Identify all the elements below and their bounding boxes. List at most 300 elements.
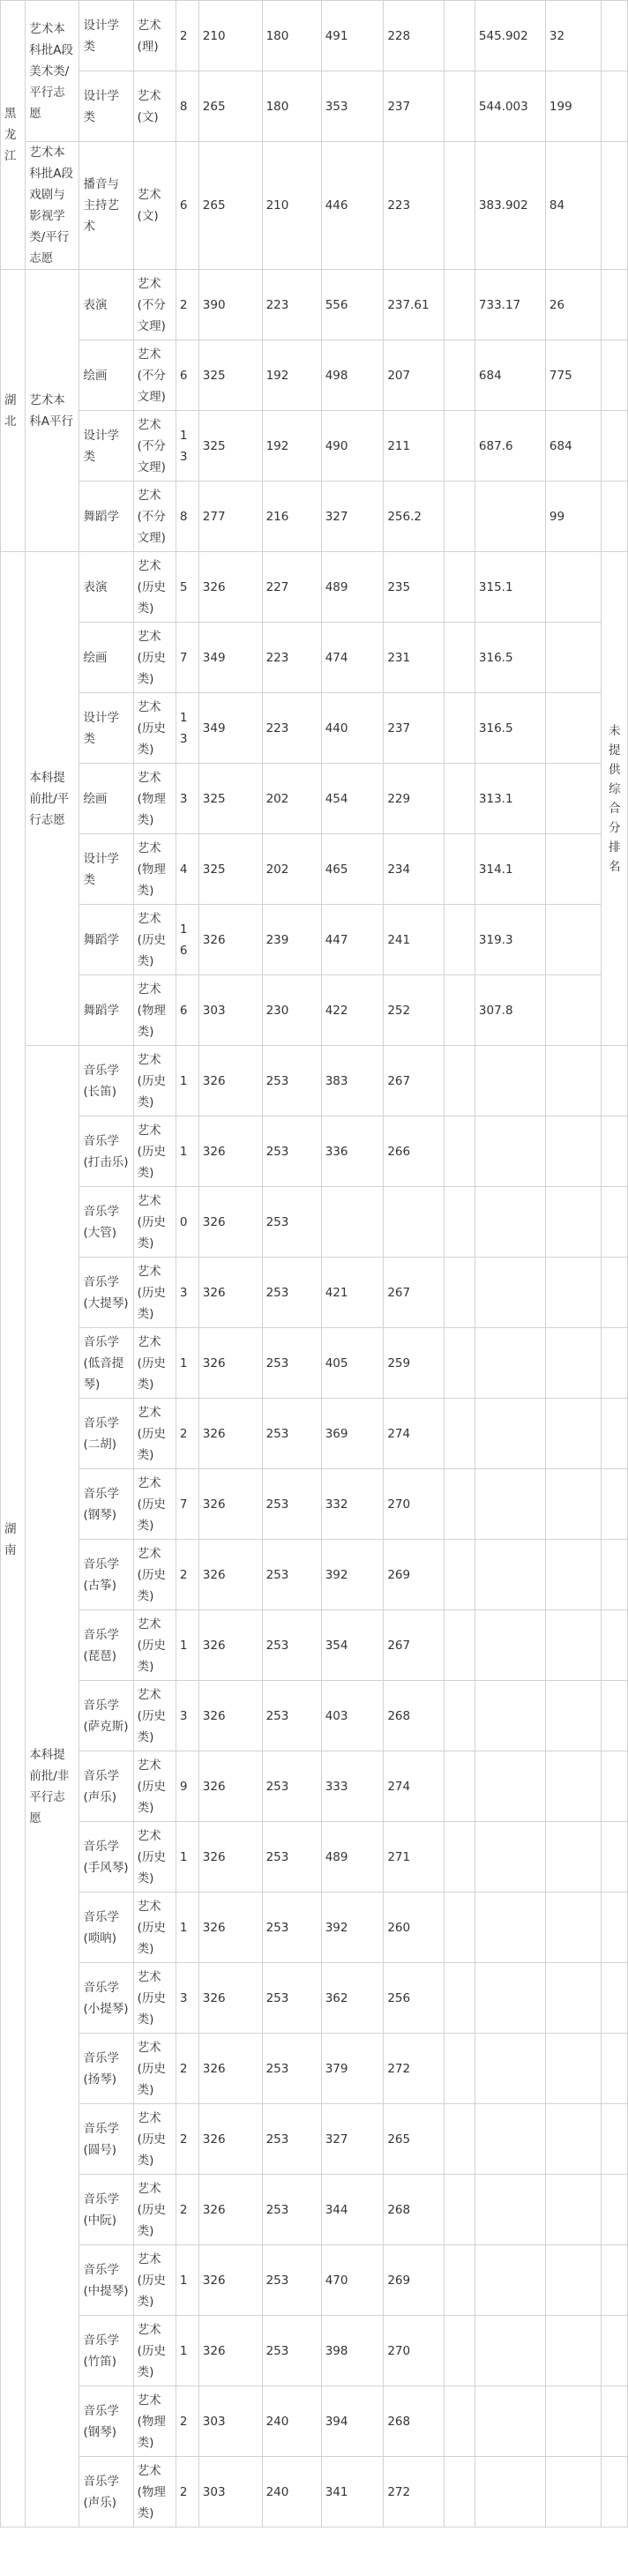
table-cell: 播音与主持艺术 — [79, 142, 133, 270]
table-cell: 398 — [321, 2316, 384, 2386]
table-cell — [545, 2175, 602, 2245]
table-cell: 3 — [176, 1963, 198, 2034]
table-cell — [545, 1893, 602, 1963]
table-cell: 音乐学(钢琴) — [79, 1469, 133, 1540]
table-cell: 设计学类 — [79, 411, 133, 482]
table-cell: 223 — [262, 270, 321, 340]
table-cell: 353 — [321, 71, 384, 142]
table-cell: 1 — [176, 2245, 198, 2316]
table-cell: 325 — [198, 411, 262, 482]
table-cell — [444, 1258, 475, 1328]
table-cell — [444, 1187, 475, 1258]
table-cell: 音乐学(低音提琴) — [79, 1328, 133, 1399]
table-cell — [545, 2245, 602, 2316]
table-cell: 316.5 — [475, 693, 545, 764]
table-cell — [475, 1893, 545, 1963]
table-cell: 272 — [384, 2034, 444, 2104]
table-cell — [444, 1893, 475, 1963]
table-cell: 音乐学(大管) — [79, 1187, 133, 1258]
table-cell: 1 — [176, 2316, 198, 2386]
table-cell: 本科提前批/非平行志愿 — [26, 1046, 79, 2527]
table-cell: 舞蹈学 — [79, 975, 133, 1046]
table-cell: 音乐学(钢琴) — [79, 2386, 133, 2457]
table-cell: 5 — [176, 552, 198, 623]
table-cell: 202 — [262, 834, 321, 905]
table-cell: 艺术(历史类) — [133, 623, 176, 693]
table-row — [1, 764, 628, 834]
table-cell: 1 — [176, 1893, 198, 1963]
table-cell — [602, 1681, 628, 1751]
table-cell: 1 — [176, 1046, 198, 1116]
table-cell: 332 — [321, 1469, 384, 1540]
table-cell — [602, 1046, 628, 1116]
table-cell: 325 — [198, 340, 262, 411]
table-cell: 设计学类 — [79, 693, 133, 764]
table-cell: 237 — [384, 693, 444, 764]
table-cell: 274 — [384, 1399, 444, 1469]
table-cell — [475, 2457, 545, 2527]
table-cell: 327 — [321, 2104, 384, 2175]
table-cell: 210 — [198, 1, 262, 71]
table-cell — [545, 693, 602, 764]
table-cell: 艺术(历史类) — [133, 905, 176, 975]
table-cell: 艺术本科批A段戏剧与影视学类/平行志愿 — [26, 142, 79, 270]
table-cell: 446 — [321, 142, 384, 270]
table-cell: 272 — [384, 2457, 444, 2527]
table-cell — [545, 552, 602, 623]
table-cell — [602, 1116, 628, 1187]
table-cell — [545, 1187, 602, 1258]
table-cell: 舞蹈学 — [79, 482, 133, 552]
table-cell: 1 — [176, 1610, 198, 1681]
note-cell: 未提供综合分排名 — [602, 552, 628, 1046]
table-cell — [545, 1822, 602, 1893]
table-cell: 314.1 — [475, 834, 545, 905]
table-cell: 259 — [384, 1328, 444, 1399]
table-cell: 艺术(历史类) — [133, 2104, 176, 2175]
table-cell: 326 — [198, 1046, 262, 1116]
table-cell — [545, 1116, 602, 1187]
table-row — [1, 2034, 628, 2104]
table-cell: 253 — [262, 2316, 321, 2386]
table-cell: 235 — [384, 552, 444, 623]
table-cell — [545, 1469, 602, 1540]
table-cell — [475, 1328, 545, 1399]
table-cell — [545, 2104, 602, 2175]
table-cell — [444, 2034, 475, 2104]
table-cell — [475, 1469, 545, 1540]
table-cell: 绘画 — [79, 623, 133, 693]
table-row — [1, 1399, 628, 1469]
table-cell: 223 — [384, 142, 444, 270]
table-cell: 489 — [321, 1822, 384, 1893]
table-row — [1, 2386, 628, 2457]
table-cell: 音乐学(扬琴) — [79, 2034, 133, 2104]
table-row — [1, 1822, 628, 1893]
table-cell: 艺术(历史类) — [133, 1258, 176, 1328]
table-cell: 228 — [384, 1, 444, 71]
table-row — [1, 1963, 628, 2034]
table-cell — [444, 693, 475, 764]
table-cell: 艺术(历史类) — [133, 1751, 176, 1822]
table-cell — [475, 1187, 545, 1258]
table-cell: 180 — [262, 71, 321, 142]
table-cell — [602, 1258, 628, 1328]
table-cell: 489 — [321, 552, 384, 623]
table-cell — [602, 1610, 628, 1681]
table-cell: 240 — [262, 2386, 321, 2457]
table-cell: 艺术(不分文理) — [133, 411, 176, 482]
table-cell — [602, 2316, 628, 2386]
table-cell — [545, 1751, 602, 1822]
table-cell: 326 — [198, 1540, 262, 1610]
table-cell: 354 — [321, 1610, 384, 1681]
table-cell: 326 — [198, 1610, 262, 1681]
table-cell: 256.2 — [384, 482, 444, 552]
table-row — [1, 623, 628, 693]
table-cell — [475, 1046, 545, 1116]
table-cell: 84 — [545, 142, 602, 270]
table-cell: 326 — [198, 1258, 262, 1328]
table-cell — [444, 340, 475, 411]
table-cell: 艺术(不分文理) — [133, 270, 176, 340]
table-cell: 艺术(文) — [133, 142, 176, 270]
table-cell: 383.902 — [475, 142, 545, 270]
table-cell: 207 — [384, 340, 444, 411]
table-cell: 3 — [176, 1681, 198, 1751]
table-cell: 2 — [176, 2175, 198, 2245]
table-cell — [545, 1328, 602, 1399]
table-cell: 319.3 — [475, 905, 545, 975]
table-cell — [545, 1046, 602, 1116]
table-cell: 474 — [321, 623, 384, 693]
table-cell: 13 — [176, 693, 198, 764]
table-cell — [444, 1540, 475, 1610]
table-cell — [444, 905, 475, 975]
table-row — [1, 340, 628, 411]
table-cell: 绘画 — [79, 764, 133, 834]
table-cell: 326 — [198, 1328, 262, 1399]
table-cell: 2 — [176, 1, 198, 71]
table-cell: 325 — [198, 834, 262, 905]
table-cell — [602, 2175, 628, 2245]
table-cell: 252 — [384, 975, 444, 1046]
table-cell — [545, 1540, 602, 1610]
table-cell: 艺术(历史类) — [133, 552, 176, 623]
table-row — [1, 1469, 628, 1540]
table-cell: 艺术(历史类) — [133, 1681, 176, 1751]
table-cell — [545, 905, 602, 975]
table-cell: 6 — [176, 975, 198, 1046]
table-cell: 设计学类 — [79, 71, 133, 142]
table-cell — [602, 1963, 628, 2034]
table-cell: 333 — [321, 1751, 384, 1822]
table-cell: 326 — [198, 1469, 262, 1540]
table-cell: 454 — [321, 764, 384, 834]
table-cell — [444, 1681, 475, 1751]
table-cell: 349 — [198, 623, 262, 693]
table-cell: 音乐学(大提琴) — [79, 1258, 133, 1328]
table-cell: 253 — [262, 1187, 321, 1258]
table-cell: 表演 — [79, 270, 133, 340]
table-cell — [475, 1751, 545, 1822]
table-cell — [475, 2175, 545, 2245]
table-cell: 326 — [198, 2034, 262, 2104]
table-cell: 277 — [198, 482, 262, 552]
table-cell: 253 — [262, 2104, 321, 2175]
table-cell — [602, 71, 628, 142]
table-cell: 326 — [198, 1187, 262, 1258]
table-cell: 253 — [262, 1328, 321, 1399]
table-cell: 231 — [384, 623, 444, 693]
table-cell: 234 — [384, 834, 444, 905]
table-cell — [444, 2457, 475, 2527]
table-cell — [444, 1328, 475, 1399]
table-cell: 艺术(物理类) — [133, 764, 176, 834]
table-cell: 0 — [176, 1187, 198, 1258]
table-cell: 表演 — [79, 552, 133, 623]
table-cell — [602, 1469, 628, 1540]
table-cell: 艺术(物理类) — [133, 834, 176, 905]
table-cell: 556 — [321, 270, 384, 340]
table-cell: 223 — [262, 693, 321, 764]
table-cell: 447 — [321, 905, 384, 975]
table-cell: 2 — [176, 2034, 198, 2104]
table-cell: 270 — [384, 2316, 444, 2386]
table-cell: 379 — [321, 2034, 384, 2104]
table-cell — [545, 2457, 602, 2527]
table-cell: 艺术(历史类) — [133, 1046, 176, 1116]
table-cell — [475, 1610, 545, 1681]
table-cell: 326 — [198, 1116, 262, 1187]
table-cell: 音乐学(小提琴) — [79, 1963, 133, 2034]
table-cell: 艺术(历史类) — [133, 1610, 176, 1681]
table-cell: 2 — [176, 270, 198, 340]
table-row — [1, 1258, 628, 1328]
table-cell: 336 — [321, 1116, 384, 1187]
table-cell — [444, 482, 475, 552]
table-cell — [545, 1963, 602, 2034]
table-cell — [475, 1399, 545, 1469]
table-cell: 音乐学(打击乐) — [79, 1116, 133, 1187]
table-cell: 267 — [384, 1046, 444, 1116]
table-cell: 421 — [321, 1258, 384, 1328]
table-cell: 210 — [262, 142, 321, 270]
table-cell: 艺术本科批A段美术类/平行志愿 — [26, 1, 79, 142]
table-cell: 211 — [384, 411, 444, 482]
table-cell: 265 — [198, 71, 262, 142]
table-row — [1, 2104, 628, 2175]
table-cell — [475, 1822, 545, 1893]
table-cell: 音乐学(琵琶) — [79, 1610, 133, 1681]
table-cell: 313.1 — [475, 764, 545, 834]
table-cell — [602, 482, 628, 552]
table-cell: 253 — [262, 2034, 321, 2104]
table-cell: 268 — [384, 2386, 444, 2457]
table-cell: 405 — [321, 1328, 384, 1399]
table-cell — [475, 2104, 545, 2175]
table-row — [1, 1751, 628, 1822]
table-cell: 9 — [176, 1751, 198, 1822]
table-cell: 253 — [262, 1893, 321, 1963]
table-cell: 253 — [262, 1540, 321, 1610]
table-cell: 7 — [176, 1469, 198, 1540]
table-cell: 544.003 — [475, 71, 545, 142]
table-cell: 3 — [176, 1258, 198, 1328]
table-cell: 344 — [321, 2175, 384, 2245]
table-body — [1, 1, 628, 2527]
table-cell: 316.5 — [475, 623, 545, 693]
table-cell: 253 — [262, 1610, 321, 1681]
table-cell: 326 — [198, 905, 262, 975]
table-cell: 艺术(历史类) — [133, 693, 176, 764]
table-cell: 4 — [176, 834, 198, 905]
table-cell: 422 — [321, 975, 384, 1046]
table-cell — [444, 411, 475, 482]
table-cell: 253 — [262, 1399, 321, 1469]
table-cell: 180 — [262, 1, 321, 71]
table-row — [1, 2245, 628, 2316]
table-cell: 绘画 — [79, 340, 133, 411]
table-cell — [444, 975, 475, 1046]
table-cell: 470 — [321, 2245, 384, 2316]
table-cell: 192 — [262, 411, 321, 482]
table-cell — [444, 1046, 475, 1116]
table-cell — [545, 1610, 602, 1681]
table-cell: 253 — [262, 1116, 321, 1187]
table-row — [1, 270, 628, 340]
table-cell: 音乐学(萨克斯) — [79, 1681, 133, 1751]
table-cell: 音乐学(中提琴) — [79, 2245, 133, 2316]
table-cell: 音乐学(唢呐) — [79, 1893, 133, 1963]
table-cell — [444, 2104, 475, 2175]
table-cell: 艺术(文) — [133, 71, 176, 142]
table-cell: 艺术(历史类) — [133, 1469, 176, 1540]
table-cell: 775 — [545, 340, 602, 411]
table-cell: 216 — [262, 482, 321, 552]
table-cell: 艺术(历史类) — [133, 2175, 176, 2245]
table-cell: 265 — [198, 142, 262, 270]
table-cell: 230 — [262, 975, 321, 1046]
table-cell: 392 — [321, 1540, 384, 1610]
table-cell: 268 — [384, 2175, 444, 2245]
table-cell — [475, 482, 545, 552]
table-cell: 音乐学(手风琴) — [79, 1822, 133, 1893]
table-row — [1, 905, 628, 975]
table-cell: 326 — [198, 1399, 262, 1469]
table-cell: 艺术(不分文理) — [133, 340, 176, 411]
table-row — [1, 1681, 628, 1751]
table-cell: 687.6 — [475, 411, 545, 482]
table-cell: 艺术(不分文理) — [133, 482, 176, 552]
table-cell — [602, 142, 628, 270]
table-cell: 艺术本科A平行 — [26, 270, 79, 552]
table-cell: 艺术(历史类) — [133, 2245, 176, 2316]
table-cell — [444, 2175, 475, 2245]
table-cell: 341 — [321, 2457, 384, 2527]
table-cell: 艺术(历史类) — [133, 1963, 176, 2034]
table-cell: 音乐学(二胡) — [79, 1399, 133, 1469]
table-cell: 艺术(理) — [133, 1, 176, 71]
table-cell: 362 — [321, 1963, 384, 2034]
table-cell: 383 — [321, 1046, 384, 1116]
table-cell: 269 — [384, 1540, 444, 1610]
table-cell: 545.902 — [475, 1, 545, 71]
table-row — [1, 71, 628, 142]
table-cell: 1 — [176, 1116, 198, 1187]
table-cell: 240 — [262, 2457, 321, 2527]
table-cell: 326 — [198, 1963, 262, 2034]
table-cell: 733.17 — [475, 270, 545, 340]
table-cell: 394 — [321, 2386, 384, 2457]
table-cell — [602, 340, 628, 411]
table-cell: 327 — [321, 482, 384, 552]
table-row — [1, 1116, 628, 1187]
table-cell: 202 — [262, 764, 321, 834]
table-row — [1, 2457, 628, 2527]
table-cell: 6 — [176, 142, 198, 270]
table-cell: 256 — [384, 1963, 444, 2034]
table-cell: 241 — [384, 905, 444, 975]
table-cell: 253 — [262, 1681, 321, 1751]
table-cell — [444, 552, 475, 623]
table-cell: 260 — [384, 1893, 444, 1963]
table-cell — [475, 1258, 545, 1328]
table-cell: 498 — [321, 340, 384, 411]
table-cell: 326 — [198, 2175, 262, 2245]
table-row — [1, 1540, 628, 1610]
table-cell: 设计学类 — [79, 1, 133, 71]
table-cell: 16 — [176, 905, 198, 975]
table-cell — [545, 623, 602, 693]
table-cell: 99 — [545, 482, 602, 552]
table-row — [1, 1610, 628, 1681]
table-cell: 音乐学(竹笛) — [79, 2316, 133, 2386]
table-cell: 艺术(物理类) — [133, 2386, 176, 2457]
table-row — [1, 2175, 628, 2245]
table-cell — [602, 2386, 628, 2457]
table-cell — [545, 764, 602, 834]
table-cell: 2 — [176, 2457, 198, 2527]
table-cell: 音乐学(声乐) — [79, 2457, 133, 2527]
table-cell: 349 — [198, 693, 262, 764]
table-cell — [444, 764, 475, 834]
table-row — [1, 552, 628, 623]
table-cell: 253 — [262, 1963, 321, 2034]
table-cell: 253 — [262, 2245, 321, 2316]
table-cell: 267 — [384, 1258, 444, 1328]
table-cell: 392 — [321, 1893, 384, 1963]
table-cell: 684 — [545, 411, 602, 482]
table-cell: 684 — [475, 340, 545, 411]
table-cell — [545, 2034, 602, 2104]
table-cell — [475, 1540, 545, 1610]
table-cell: 32 — [545, 1, 602, 71]
table-cell: 303 — [198, 2386, 262, 2457]
table-cell: 326 — [198, 1681, 262, 1751]
table-cell — [602, 2104, 628, 2175]
table-cell: 229 — [384, 764, 444, 834]
table-cell: 253 — [262, 1258, 321, 1328]
table-cell: 326 — [198, 1751, 262, 1822]
table-cell: 253 — [262, 1046, 321, 1116]
table-cell: 8 — [176, 482, 198, 552]
table-row — [1, 2316, 628, 2386]
table-cell: 7 — [176, 623, 198, 693]
table-row — [1, 1893, 628, 1963]
table-cell: 237.61 — [384, 270, 444, 340]
table-cell — [602, 1187, 628, 1258]
